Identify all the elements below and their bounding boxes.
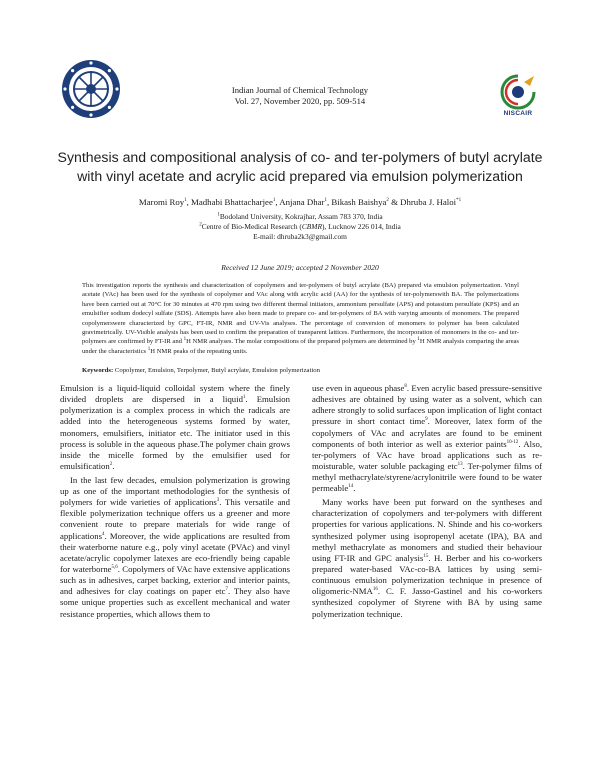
affiliations [60, 212, 540, 242]
text-run: . Moreover, the wide applications are resulted from their waterborne nature e.g., poly vinyl acetate (PVAc) and vinyl acetate/acrylic copolymer latexes are eco-friendly being capable for waterborne [60, 530, 290, 574]
journal-name: Indian Journal of Chemical Technology [231, 85, 369, 95]
text-run: Emulsion is a liquid-liquid colloidal system where the finely divided droplets are dispersed in a liquid [60, 383, 290, 405]
paragraph [312, 383, 542, 495]
affiliation-text: Bodoland University, Kokrajhar, Assam 783 370, India [219, 212, 383, 221]
text-run: . Even acrylic based pressure-sensitive adhesives are obtained by using water as a solvent, which can adhere strongly to solid surfaces upon implication of light contact pressure in short contact time [312, 383, 542, 427]
text-run: . Also, ter-polymers of VAc have broad applications such as re-moisturable, water soluble packaging etc [312, 438, 542, 472]
received-dates: Received 12 June 2019; accepted 2 November 2020 [221, 263, 379, 272]
author-affiliation-mark: 1 [272, 198, 276, 204]
citation-mark: 16 [372, 587, 378, 593]
body-column-left [60, 383, 290, 622]
citation-mark: 8 [404, 384, 407, 390]
text-run: Many works have been put forward on the syntheses and characterization of copolymers and ter-polymers with different properties for various applications. N. Shinde and his co-workers synthesized polymer using isopropenyl acetate (IPA), BA and methyl methacrylate as monomers and studied their behaviour using FT-IR and GPC analysis [312, 497, 542, 563]
author-name: Maromi Roy [138, 197, 185, 207]
keywords [82, 367, 519, 374]
citation-mark: 7 [225, 587, 228, 593]
author-name: Bikash Baishya [331, 197, 387, 207]
corresponding-email: E-mail: dhruba2k3@gmail.com [253, 232, 347, 241]
affiliation-2 [60, 222, 540, 232]
keywords-text: Copolymer, Emulsion, Terpolymer, Butyl acrylate, Emulsion polymerization [113, 367, 320, 374]
text-run: . They also have some unique properties such as excellent mechanical and water resistance properties, which allows them to [60, 586, 290, 619]
text-run: . H. Berber and his co-workers prepared water-based VAc-co-BA lattices by using semi-continuous emulsion polymerization technique in presence of oligomeric-NMA [312, 552, 542, 597]
paper-title-line-2: with vinyl acetate and acrylic acid prepared via emulsion polymerization [77, 168, 523, 184]
affiliation-text: Centre of Bio-Medical Research ( [201, 222, 302, 231]
text-run: . This versatile and flexible polymerization technique offers us a greener and more convenient route to prepare materials for wide range of applications [60, 497, 290, 541]
paragraph [60, 475, 290, 620]
affiliation-mark: 2 [199, 222, 202, 228]
citation-mark: 14 [348, 484, 354, 490]
paragraph [312, 497, 542, 620]
text-run: . Copolymers of VAc have extensive applications such as in adhesives, carpet backing, exterior and interior paints, and adhesives for clay coatings on paper etc [60, 564, 290, 597]
author-affiliation-mark: 1 [184, 198, 187, 204]
journal-volume: Vol. 27, November 2020, pp. 509-514 [234, 96, 366, 106]
text-run: use even in aqueous phase [312, 383, 405, 393]
csir-emblem-icon [60, 58, 122, 120]
affiliation-text: ), Lucknow 226 014, India [321, 222, 401, 231]
abstract-text: This investigation reports the synthesis and characterization of copolymers and ter-polymers of butyl acrylate (BA) prepared via emulsion polymerization. Vinyl acetate (VAc) has been used for the synthesis of copolymer and VAc along with acrylic acid (AA) for the synthesis of ter-polymerswith BA. The polymerizations have been carried out at 70°C for 30 minutes at 470 rpm using two different thermal initiators, ammonium persulfate (APS) and potassium persulfate (KPS) and an emulsifier sodium dodecyl sulfate (SDS). Attempts have also been made to prepare co- and ter-polymers of BA with varying amounts of monomers. The prepared copolymerswere characterized by GPC, FT-IR, NMR and UV-Vis analyses. The percentage of conversion of monomers to polymer has been calculated gravimetrically. UV-Visible analysis has been used to confirm the preparation of transparent lattices. Furthermore, the incorporation of monomers in the co- and ter-polymers are confirmed by FT-IR and [82, 282, 519, 346]
citation-mark: 15 [423, 553, 429, 559]
text-run: . [353, 483, 356, 494]
paper-title-line-1: Synthesis and compositional analysis of co- and ter-polymers of butyl acrylate [57, 149, 543, 165]
niscair-emblem-icon [496, 72, 540, 112]
csir-logo [60, 58, 122, 120]
author-affiliation-mark: 1 [324, 198, 327, 204]
abstract-text: H NMR analyses. The molar compositions of the prepared polymers are determined by [186, 338, 418, 346]
paper-title [30, 148, 570, 186]
text-run: . Ter-polymer films of methyl methacrylate/styrene/acrylonitrile were found to be water permeable [312, 461, 542, 494]
citation-mark: 3 [216, 498, 220, 504]
affiliation-1 [60, 212, 540, 222]
author-name: Madhabi Bhattacharjee [191, 197, 273, 207]
abstract-text: H NMR analysis comparing the areas under the characteristics [82, 338, 519, 355]
text-run: . Moreover, latex form of the copolymers of VAc and acrylates are found to be eminent components of both interior as well as exterior paints [312, 416, 542, 449]
superscript: 1 [417, 337, 420, 343]
keywords-label: Keywords: [82, 367, 114, 374]
author-affiliation-mark: *1 [456, 198, 462, 204]
body-column-right [312, 383, 542, 622]
author-list: Maromi Roy$^1$, Madhabi Bhattacharjee$^1$, Anjana Dhar$^1$, Bikash Baishya$^2$ & Dhruba J. Haloi$^{*1}$ [138, 197, 462, 207]
abstract [82, 281, 519, 356]
citation-mark: 9 [425, 417, 428, 423]
superscript: 1 [183, 337, 187, 343]
author-affiliation-mark: 2 [386, 198, 389, 204]
text-run: . [112, 461, 115, 472]
text-run: . Emulsion polymerization is a complex process in which the radicals are added into the heterogeneous systems formed by water, monomers, emulsifiers, initiator etc. The initiator used in this process is soluble in the aqueous phase.The polymer chain grows inside the micelle formed by the emulsifier used for emulsification [60, 394, 290, 472]
text-run: In the last few decades, emulsion polymerization is growing up as one of the important methodologies for the synthesis of polymers for wide varieties of applications [60, 474, 290, 508]
affiliation-mark: 1 [217, 212, 220, 218]
citation-mark: 13 [457, 462, 463, 468]
affiliation-abbrev: CBMR [301, 222, 322, 231]
text-run: . C. F. Jasso-Gastinel and his co-workers synthesized copolymer of Styrene with BA by using same polymerization technique. [312, 586, 542, 619]
paragraph [60, 383, 290, 472]
journal-header [150, 85, 450, 107]
citation-mark: 5,6 [111, 565, 118, 571]
superscript: 1 [147, 346, 151, 352]
author-name: Dhruba J. Haloi [400, 197, 457, 207]
citation-mark: 2 [109, 462, 113, 468]
niscair-label: NISCAIR [503, 110, 533, 117]
citation-mark: 1 [242, 395, 246, 401]
author-name: Anjana Dhar [279, 197, 325, 207]
niscair-logo [488, 72, 548, 124]
citation-mark: 4 [101, 531, 105, 537]
abstract-text: H NMR peaks of the repeating units. [150, 347, 248, 355]
citation-mark: 10-12 [506, 439, 519, 445]
